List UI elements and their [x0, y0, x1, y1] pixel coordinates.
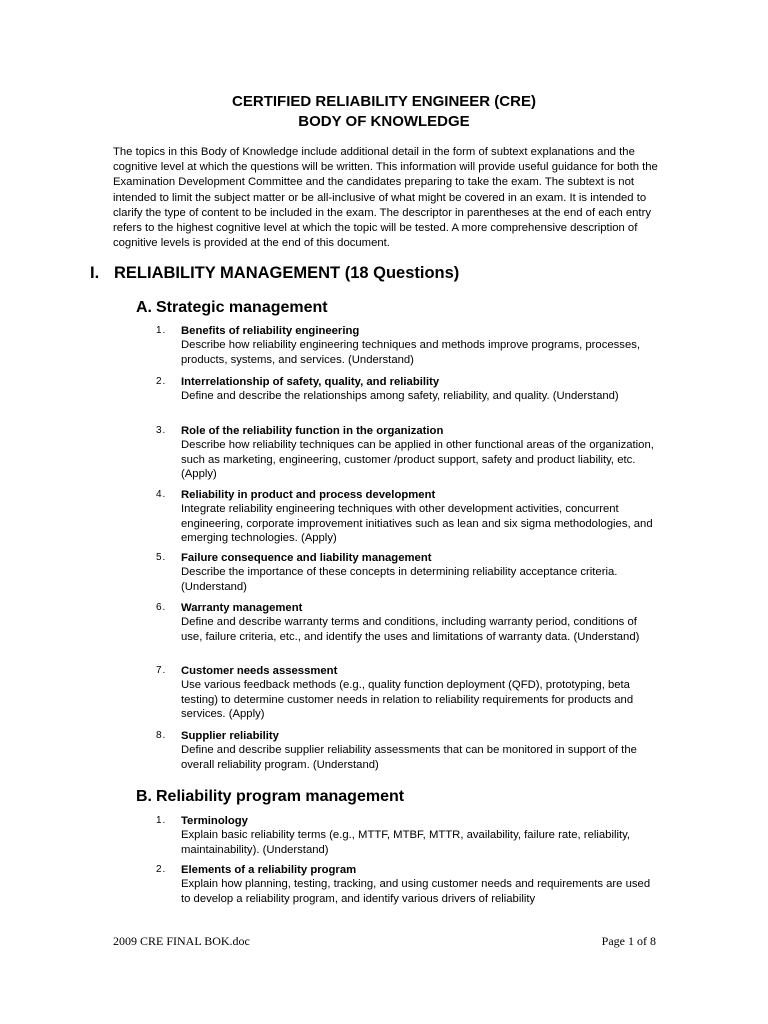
subsection-a-title: Strategic management [156, 299, 328, 316]
item-description: Define and describe the relationships among safety, reliability, and quality. (Understand) [181, 390, 619, 403]
item-number: 8. [156, 730, 167, 741]
item-title: Benefits of reliability engineering [181, 325, 360, 337]
footer-page-number: Page 1 of 8 [601, 934, 656, 948]
section-title: RELIABILITY MANAGEMENT (18 Questions) [114, 264, 460, 282]
list-item [156, 424, 656, 482]
document-title-line-1: CERTIFIED RELIABILITY ENGINEER (CRE) [232, 93, 536, 110]
item-number: 3. [156, 425, 167, 436]
list-item [156, 729, 656, 772]
list-item [156, 488, 656, 546]
list-item [156, 814, 656, 857]
item-title: Interrelationship of safety, quality, and reliability [181, 376, 440, 388]
item-title: Reliability in product and process development [181, 489, 436, 501]
list-item [156, 551, 656, 594]
item-description: Define and describe warranty terms and conditions, including warranty period, conditions of use, failure criteria, etc., and identify the uses and limitations of warranty data. (Understand) [181, 616, 640, 643]
item-number: 5. [156, 552, 167, 563]
item-number: 7. [156, 665, 167, 676]
list-item [156, 601, 656, 644]
item-title: Supplier reliability [181, 730, 279, 742]
item-number: 6. [156, 602, 167, 613]
item-number: 4. [156, 489, 167, 500]
list-item [156, 863, 656, 906]
item-title: Role of the reliability function in the organization [181, 425, 444, 437]
item-description: Integrate reliability engineering techniques with other development activities, concurrent engineering, corporate improvement initiatives such as lean and six sigma methodologies, and emerging technologies. (Apply) [181, 503, 653, 545]
subsection-a-heading [136, 298, 328, 318]
subsection-b-letter: B. [136, 788, 152, 805]
item-title: Customer needs assessment [181, 665, 338, 677]
item-title: Elements of a reliability program [181, 864, 357, 876]
item-number: 2. [156, 864, 167, 875]
item-description: Describe how reliability engineering techniques and methods improve programs, processes, products, systems, and services. (Understand) [181, 339, 641, 366]
intro-paragraph: The topics in this Body of Knowledge include additional detail in the form of subtext explanations and the cognitive level at which the questions will be written. This information will provide useful guidance for both the Examination Development Committee and the candidates preparing to take the exam. The subtext is not intended to limit the subject matter or be all-inclusive of what might be covered in an exam. It is intended to clarify the type of content to be included in the exam. The descriptor in parentheses at the end of each entry refers to the highest cognitive level at which the topic will be tested. A more comprehensive description of cognitive levels is provided at the end of this document. [113, 146, 658, 250]
subsection-a-letter: A. [136, 299, 152, 316]
subsection-b-title: Reliability program management [156, 788, 405, 805]
item-description: Describe how reliability techniques can be applied in other functional areas of the organization, such as marketing, engineering, customer /product support, safety and product liability, etc. (Apply) [181, 439, 654, 481]
item-description: Use various feedback methods (e.g., quality function deployment (QFD), prototyping, beta testing) to determine customer needs in relation to reliability requirements for products and services. (Apply) [181, 679, 634, 721]
section-numeral: I. [90, 264, 100, 282]
list-item [156, 664, 656, 722]
item-title: Warranty management [181, 602, 303, 614]
item-number: 1. [156, 325, 167, 336]
document-title-line-2: BODY OF KNOWLEDGE [298, 113, 470, 130]
item-title: Failure consequence and liability management [181, 552, 432, 564]
item-description: Describe the importance of these concepts in determining reliability acceptance criteria. (Understand) [181, 566, 618, 593]
item-description: Define and describe supplier reliability assessments that can be monitored in support of the overall reliability program. (Understand) [181, 744, 637, 771]
footer-filename: 2009 CRE FINAL BOK.doc [113, 934, 250, 948]
item-number: 1. [156, 815, 167, 826]
item-description: Explain how planning, testing, tracking, and using customer needs and requirements are used to develop a reliability program, and identify various drivers of reliability [181, 878, 651, 905]
item-description: Explain basic reliability terms (e.g., MTTF, MTBF, MTTR, availability, failure rate, reliability, maintainability). (Understand) [181, 829, 631, 856]
section-heading [90, 263, 459, 283]
list-item [156, 324, 656, 367]
item-number: 2. [156, 376, 167, 387]
list-item [156, 375, 656, 404]
item-title: Terminology [181, 815, 248, 827]
subsection-b-heading [136, 787, 404, 807]
